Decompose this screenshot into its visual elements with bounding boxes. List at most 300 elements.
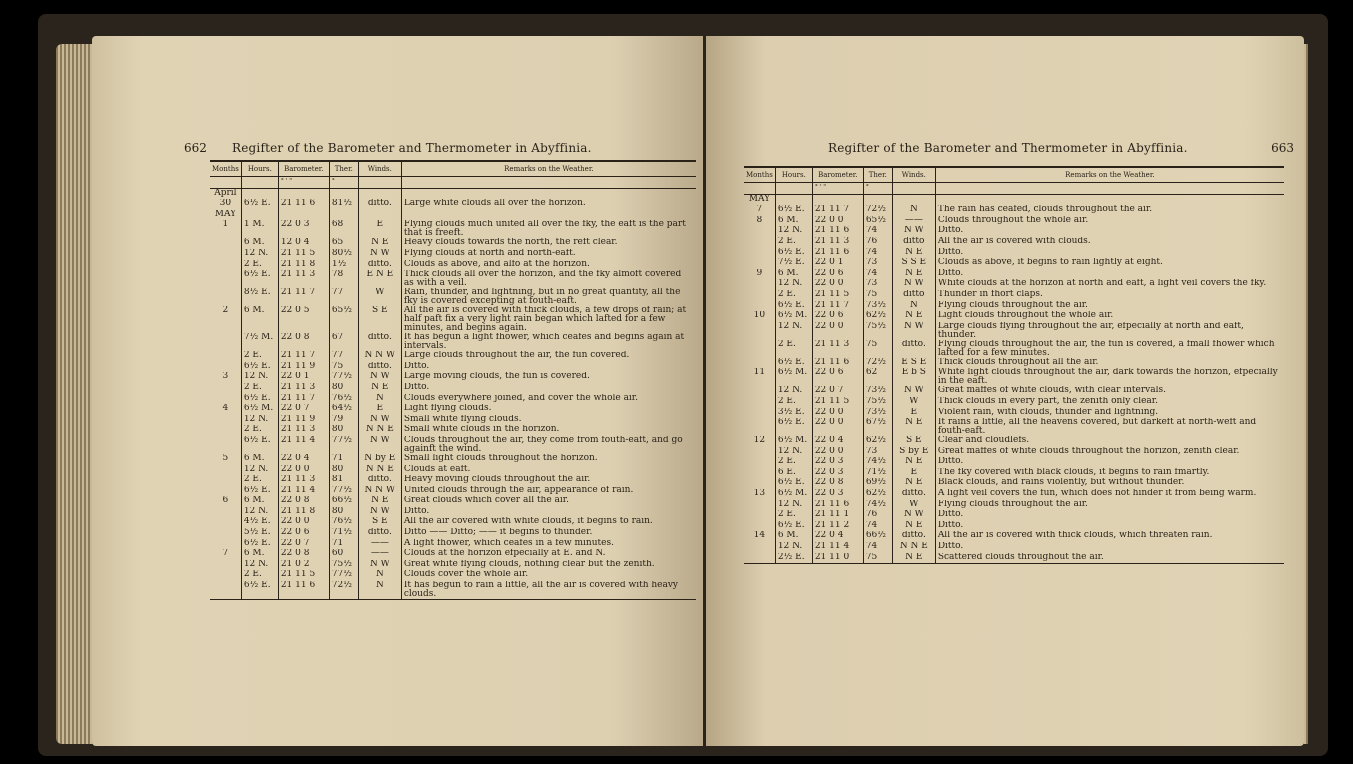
cell-remarks: Thunder in fhort claps. <box>937 289 1043 299</box>
cell-month: 12 <box>744 436 775 447</box>
cell-barometer: 22 0 0 <box>812 408 863 419</box>
cell-hour: 5½ E. <box>241 528 278 539</box>
cell-barometer: 21 11 4 <box>278 486 329 497</box>
cell-barometer: 21 11 0 <box>812 553 863 564</box>
cell-thermometer: 80 <box>329 507 358 518</box>
cell-barometer: 21 11 7 <box>812 205 863 216</box>
table-row <box>210 528 696 539</box>
cell-remarks: Ditto. <box>937 247 964 257</box>
cell-wind: S by E <box>892 447 935 458</box>
right-page <box>706 36 1304 746</box>
table-row <box>210 306 696 333</box>
cell-remarks: Small light clouds throughout the horizon. <box>403 453 598 463</box>
cell-barometer: 21 11 8 <box>278 507 329 518</box>
cell-hour: 3½ E. <box>775 408 812 419</box>
cell-hour: 12 N. <box>775 386 812 397</box>
cell-thermometer: 71½ <box>863 468 892 479</box>
cell-month: 4 <box>210 404 241 415</box>
cell-month <box>744 322 775 340</box>
cell-month <box>744 358 775 369</box>
cell-thermometer: 79 <box>329 415 358 426</box>
cell-barometer <box>812 194 863 205</box>
cell-hour: 6½ E. <box>775 205 812 216</box>
cell-hour: 12 N. <box>775 542 812 553</box>
cell-remarks: Small white clouds in the horizon. <box>403 425 560 435</box>
cell-hour: 6½ E. <box>775 478 812 489</box>
cell-thermometer: 71 <box>329 454 358 465</box>
cell-thermometer: 72½ <box>329 581 358 600</box>
cell-hour: 2 E. <box>775 457 812 468</box>
cell-wind: N N W <box>358 351 401 362</box>
cell-thermometer: 75 <box>863 553 892 564</box>
cell-month: 8 <box>744 216 775 227</box>
cell-month <box>210 362 241 373</box>
column-header-wind: Winds. <box>358 161 401 177</box>
cell-month <box>210 475 241 486</box>
cell-thermometer: 72½ <box>863 358 892 369</box>
table-row <box>744 436 1284 447</box>
table-row <box>744 457 1284 468</box>
cell-remarks: All the air covered with white clouds, it begins to rain. <box>403 517 653 527</box>
column-header-month: Months <box>210 161 241 177</box>
cell-wind: ditto. <box>358 362 401 373</box>
table-row <box>210 199 696 210</box>
cell-barometer: 22 0 7 <box>278 539 329 550</box>
cell-remarks: Ditto. <box>937 268 964 278</box>
cell-thermometer: 73½ <box>863 386 892 397</box>
cell-remarks: Ditto. <box>937 457 964 467</box>
cell-wind: N N W <box>358 486 401 497</box>
cell-hour: 6½ E. <box>241 362 278 373</box>
cell-month <box>744 290 775 301</box>
cell-thermometer: 73½ <box>863 408 892 419</box>
cell-barometer: 12 0 4 <box>278 238 329 249</box>
cell-wind: N E <box>892 418 935 436</box>
cell-barometer: 21 11 5 <box>278 570 329 581</box>
cell-hour: 12 N. <box>775 279 812 290</box>
cell-thermometer: 81 <box>329 475 358 486</box>
cell-remarks: Thick clouds in every part, the zenith only clear. <box>937 396 1158 406</box>
cell-thermometer: 80½ <box>329 249 358 260</box>
table-row <box>210 549 696 560</box>
table-row <box>210 404 696 415</box>
table-row <box>744 248 1284 259</box>
unit-month <box>210 177 241 189</box>
cell-hour <box>775 194 812 205</box>
cell-thermometer: 67 <box>329 333 358 351</box>
cell-hour: 2 E. <box>775 290 812 301</box>
cell-remarks: Ditto. <box>403 382 430 392</box>
cell-wind: N W <box>358 415 401 426</box>
cell-thermometer: 75 <box>329 362 358 373</box>
cell-remarks: Ditto —— Ditto; —— it begins to thunder. <box>403 528 593 538</box>
table-row <box>210 372 696 383</box>
cell-thermometer: 68 <box>329 220 358 238</box>
cell-remarks: Great maffes of white clouds throughout the horizon, zenith clear. <box>937 446 1240 456</box>
cell-remarks: White light clouds throughout the air, dark towards the horizon, efpecially in the eaft. <box>937 368 1278 387</box>
cell-wind: —— <box>358 549 401 560</box>
table-row <box>744 531 1284 542</box>
table-row <box>744 489 1284 500</box>
cell-remarks <box>401 188 696 199</box>
cell-thermometer: 77½ <box>329 570 358 581</box>
cell-hour: 2 E. <box>241 383 278 394</box>
cell-remarks: It has begun a light fhower, which ceafes and begins again at intervals. <box>403 333 685 352</box>
unit-remarks <box>935 183 1284 195</box>
cell-hour: 2 E. <box>241 425 278 436</box>
unit-hour <box>241 177 278 189</box>
cell-remarks: Ditto. <box>937 510 964 520</box>
cell-hour: 12 N. <box>775 447 812 458</box>
cell-month <box>210 270 241 288</box>
column-header-barometer: Barometer. <box>278 161 329 177</box>
cell-wind: ditto. <box>358 475 401 486</box>
cell-hour: 6 M. <box>241 238 278 249</box>
cell-barometer: 21 11 3 <box>278 475 329 486</box>
cell-wind: N E <box>892 269 935 280</box>
cell-wind: S E <box>358 306 401 333</box>
cell-thermometer: 67½ <box>863 418 892 436</box>
cell-month <box>210 570 241 581</box>
cell-wind: N W <box>358 249 401 260</box>
cell-barometer: 21 11 6 <box>812 358 863 369</box>
cell-remarks: Clouds throughout the air, they come from fouth-eaft, and go againft the wind. <box>403 435 683 454</box>
table-row <box>744 478 1284 489</box>
table-row <box>210 394 696 405</box>
open-book <box>38 14 1328 756</box>
cell-thermometer: 64½ <box>329 404 358 415</box>
cell-wind: N <box>358 570 401 581</box>
cell-barometer: 22 0 0 <box>812 447 863 458</box>
cell-wind: N W <box>892 226 935 237</box>
cell-month: 14 <box>744 531 775 542</box>
cell-wind <box>358 210 401 221</box>
table-row <box>744 279 1284 290</box>
cell-remarks: Ditto. <box>937 542 964 552</box>
cell-barometer: 22 0 1 <box>812 258 863 269</box>
cell-thermometer <box>329 188 358 199</box>
cell-hour: 6½ E. <box>241 539 278 550</box>
cell-month: 11 <box>744 368 775 386</box>
cell-month <box>744 301 775 312</box>
cell-hour: 6 M. <box>775 269 812 280</box>
cell-hour: 6½ M. <box>241 404 278 415</box>
column-header-thermometer: Ther. <box>329 161 358 177</box>
cell-remarks: Clouds as above, and alfo at the horizon. <box>403 259 590 269</box>
cell-wind: ditto. <box>358 260 401 271</box>
cell-wind: ditto. <box>892 489 935 500</box>
cell-wind <box>892 194 935 205</box>
cell-barometer: 22 0 3 <box>812 489 863 500</box>
table-row <box>744 510 1284 521</box>
cell-wind: ditto <box>892 290 935 301</box>
cell-month <box>744 226 775 237</box>
cell-remarks: Flying clouds throughout the air, the fun is covered, a fmall fhower which lafted for a few minutes. <box>937 339 1275 358</box>
cell-thermometer: 62½ <box>863 489 892 500</box>
cell-remarks: A light veil covers the fun, which does not hinder it from being warm. <box>937 489 1257 499</box>
cell-barometer: 21 11 2 <box>812 521 863 532</box>
cell-barometer: 22 0 6 <box>812 311 863 322</box>
cell-month: 3 <box>210 372 241 383</box>
table-row <box>210 570 696 581</box>
cell-barometer: 21 11 9 <box>278 415 329 426</box>
cell-remarks: Thick clouds all over the horizon, and the fky almoft covered as with a veil. <box>403 270 682 289</box>
cell-barometer: 22 0 8 <box>278 333 329 351</box>
table-row <box>744 205 1284 216</box>
cell-barometer: 22 0 6 <box>812 368 863 386</box>
cell-barometer <box>278 210 329 221</box>
cell-barometer: 22 0 8 <box>278 496 329 507</box>
cell-month <box>744 553 775 564</box>
table-row <box>744 194 1284 205</box>
cell-month <box>210 394 241 405</box>
cell-barometer: 22 0 7 <box>812 386 863 397</box>
table-row <box>210 238 696 249</box>
cell-barometer: 21 11 5 <box>812 397 863 408</box>
weather-register-table-right <box>744 166 1284 564</box>
table-row <box>210 425 696 436</box>
cell-barometer: 22 0 0 <box>812 418 863 436</box>
cell-hour: 12 N. <box>241 249 278 260</box>
cell-hour: 6½ E. <box>775 301 812 312</box>
cell-hour: 2 E. <box>241 475 278 486</box>
cell-month: 13 <box>744 489 775 500</box>
table-row <box>210 288 696 306</box>
cell-hour: 6 M. <box>241 549 278 560</box>
cell-remarks: Rain, thunder, and lightning, but in no great quantity, all the fky is covered excepting at fouth-eaft. <box>403 288 681 307</box>
cell-thermometer: 74 <box>863 542 892 553</box>
table-row <box>210 581 696 600</box>
cell-wind: N E <box>892 457 935 468</box>
table-row <box>744 226 1284 237</box>
cell-remarks: Great maffes of white clouds, with clear intervals. <box>937 386 1166 396</box>
table-row <box>744 397 1284 408</box>
cell-wind: S S E <box>892 258 935 269</box>
cell-month <box>210 486 241 497</box>
cell-wind: N W <box>892 322 935 340</box>
cell-hour: 12 N. <box>241 372 278 383</box>
cell-month: 30 <box>210 199 241 210</box>
table-row <box>744 408 1284 419</box>
cell-thermometer: 62 <box>863 368 892 386</box>
unit-hour <box>775 183 812 195</box>
cell-wind: E N E <box>358 270 401 288</box>
table-row <box>744 340 1284 358</box>
cell-month <box>210 528 241 539</box>
cell-hour: 12 N. <box>775 322 812 340</box>
cell-hour: 2 E. <box>775 237 812 248</box>
cell-hour: 6 M. <box>775 531 812 542</box>
cell-wind: ditto. <box>358 528 401 539</box>
cell-month <box>210 288 241 306</box>
unit-wind <box>892 183 935 195</box>
cell-remarks: Scattered clouds throughout the air. <box>935 553 1284 564</box>
cell-barometer: 21 11 3 <box>812 237 863 248</box>
cell-month <box>744 447 775 458</box>
cell-hour: 7½ M. <box>241 333 278 351</box>
cell-remarks: Heavy moving clouds throughout the air. <box>403 475 591 485</box>
table-row <box>210 486 696 497</box>
cell-thermometer: 76 <box>863 510 892 521</box>
cell-wind: N W <box>892 510 935 521</box>
cell-wind: N E <box>358 496 401 507</box>
cell-remarks: Great white flying clouds, nothing clear but the zenith. <box>403 559 655 569</box>
cell-wind: W <box>892 397 935 408</box>
table-row <box>744 418 1284 436</box>
cell-barometer: 21 11 4 <box>278 436 329 454</box>
cell-month <box>210 425 241 436</box>
cell-month <box>210 465 241 476</box>
table-row <box>210 539 696 550</box>
cell-remarks: Flying clouds at north and north-eaft. <box>403 248 576 258</box>
cell-month <box>744 408 775 419</box>
table-row <box>210 362 696 373</box>
cell-thermometer: 80 <box>329 383 358 394</box>
cell-hour: 6½ E. <box>241 270 278 288</box>
cell-wind: N <box>892 205 935 216</box>
cell-barometer: 22 0 1 <box>278 372 329 383</box>
cell-wind: N N E <box>358 425 401 436</box>
cell-wind: N <box>892 301 935 312</box>
cell-thermometer: 81½ <box>329 199 358 210</box>
cell-month: MAY <box>744 194 775 205</box>
cell-hour: 12 N. <box>241 465 278 476</box>
cell-remarks: All the air is covered with thick clouds, a few drops of rain; at half paft fix a very light rain began which lafted for a few minutes, and begins again. <box>403 306 687 334</box>
cell-wind: N W <box>892 279 935 290</box>
cell-barometer: 22 0 4 <box>812 531 863 542</box>
cell-month <box>210 351 241 362</box>
cell-hour <box>241 188 278 199</box>
cell-hour: 6½ M. <box>775 489 812 500</box>
cell-wind: N E <box>892 553 935 564</box>
cell-wind: E <box>892 468 935 479</box>
cell-barometer: 21 11 6 <box>812 500 863 511</box>
cell-hour: 8½ E. <box>241 288 278 306</box>
column-header-barometer: Barometer. <box>812 167 863 183</box>
column-header-hour: Hours. <box>775 167 812 183</box>
cell-barometer: 21 11 6 <box>278 581 329 600</box>
cell-month <box>210 581 241 600</box>
table-row <box>210 560 696 571</box>
cell-thermometer: 74 <box>863 521 892 532</box>
cell-remarks: A light fhower, which ceafes in a few minutes. <box>403 538 614 548</box>
cell-hour: 6½ E. <box>775 418 812 436</box>
cell-hour: 2 E. <box>775 340 812 358</box>
cell-month <box>744 386 775 397</box>
cell-remarks: Violent rain, with clouds, thunder and lightning. <box>937 407 1159 417</box>
cell-hour: 6½ E. <box>241 199 278 210</box>
cell-barometer: 22 0 0 <box>278 465 329 476</box>
cell-wind: ditto <box>892 237 935 248</box>
cell-thermometer: 72½ <box>863 205 892 216</box>
cell-barometer: 22 0 6 <box>812 269 863 280</box>
cell-barometer: 21 11 3 <box>812 340 863 358</box>
cell-barometer: 21 11 6 <box>278 199 329 210</box>
cell-wind: —— <box>358 539 401 550</box>
cell-barometer: 22 0 4 <box>812 436 863 447</box>
cell-remarks: Ditto. <box>403 506 430 516</box>
cell-barometer: 21 11 6 <box>812 248 863 259</box>
cell-barometer: 21 11 5 <box>278 249 329 260</box>
table-row <box>744 258 1284 269</box>
cell-remarks: It rains a little, all the heavens covered, but darkeft at north-weft and fouth-eaft. <box>937 418 1257 437</box>
cell-thermometer: 71½ <box>329 528 358 539</box>
cell-month <box>744 510 775 521</box>
cell-wind: N E <box>892 478 935 489</box>
cell-month: 1 <box>210 220 241 238</box>
cell-wind: E <box>892 408 935 419</box>
cell-thermometer: 73½ <box>863 301 892 312</box>
cell-wind: N N E <box>358 465 401 476</box>
cell-wind: N W <box>358 372 401 383</box>
cell-remarks: All the air is covered with clouds. <box>937 236 1091 246</box>
cell-remarks: Clear and cloudlefs. <box>937 436 1030 446</box>
cell-month <box>210 507 241 518</box>
cell-remarks: Large white clouds all over the horizon. <box>403 199 586 209</box>
cell-remarks: It has begun to rain a little, all the air is covered with heavy clouds. <box>401 581 696 600</box>
cell-barometer: 22 0 5 <box>278 306 329 333</box>
table-row <box>210 415 696 426</box>
cell-barometer <box>278 188 329 199</box>
table-row <box>744 290 1284 301</box>
cell-thermometer: 65½ <box>863 216 892 227</box>
cell-month <box>744 468 775 479</box>
cell-thermometer: 71 <box>329 539 358 550</box>
cell-thermometer: 76½ <box>329 517 358 528</box>
cell-barometer: 21 11 3 <box>278 270 329 288</box>
cell-hour: 2 E. <box>775 397 812 408</box>
cell-remarks: Large clouds flying throughout the air, efpecially at north and eaft, thunder. <box>937 321 1244 340</box>
cell-barometer: 21 11 7 <box>278 351 329 362</box>
cell-thermometer: 77½ <box>329 486 358 497</box>
cell-thermometer: 74 <box>863 269 892 280</box>
table-row <box>210 465 696 476</box>
cell-remarks: Small white flying clouds. <box>403 414 522 424</box>
cell-remarks: Flying clouds throughout the air. <box>937 499 1088 509</box>
cell-remarks: Clouds at eaft. <box>403 464 471 474</box>
cell-barometer: 21 11 5 <box>812 290 863 301</box>
left-page <box>92 36 703 746</box>
table-row <box>744 358 1284 369</box>
table-row <box>744 368 1284 386</box>
cell-barometer: 22 0 4 <box>278 454 329 465</box>
cell-remarks: Light clouds throughout the whole air. <box>937 311 1114 321</box>
unit-remarks <box>401 177 696 189</box>
table-row <box>210 475 696 486</box>
unit-barometer: ° ' " <box>812 183 863 195</box>
cell-wind: N <box>358 394 401 405</box>
cell-hour: 2½ E. <box>775 553 812 564</box>
column-header-hour: Hours. <box>241 161 278 177</box>
cell-hour: 1 M. <box>241 220 278 238</box>
unit-wind <box>358 177 401 189</box>
cell-wind: N W <box>892 386 935 397</box>
cell-month <box>744 340 775 358</box>
cell-remarks: Flying clouds throughout the air. <box>937 300 1088 310</box>
cell-wind: E S E <box>892 358 935 369</box>
cell-month: 7 <box>210 549 241 560</box>
cell-month <box>210 539 241 550</box>
page-edges-left <box>56 44 96 744</box>
cell-wind: W <box>358 288 401 306</box>
cell-barometer: 22 0 3 <box>812 468 863 479</box>
cell-thermometer: 75½ <box>863 397 892 408</box>
cell-month <box>210 415 241 426</box>
cell-barometer: 22 0 0 <box>812 322 863 340</box>
cell-wind: ditto. <box>892 531 935 542</box>
table-row <box>744 447 1284 458</box>
cell-thermometer: 75 <box>863 340 892 358</box>
